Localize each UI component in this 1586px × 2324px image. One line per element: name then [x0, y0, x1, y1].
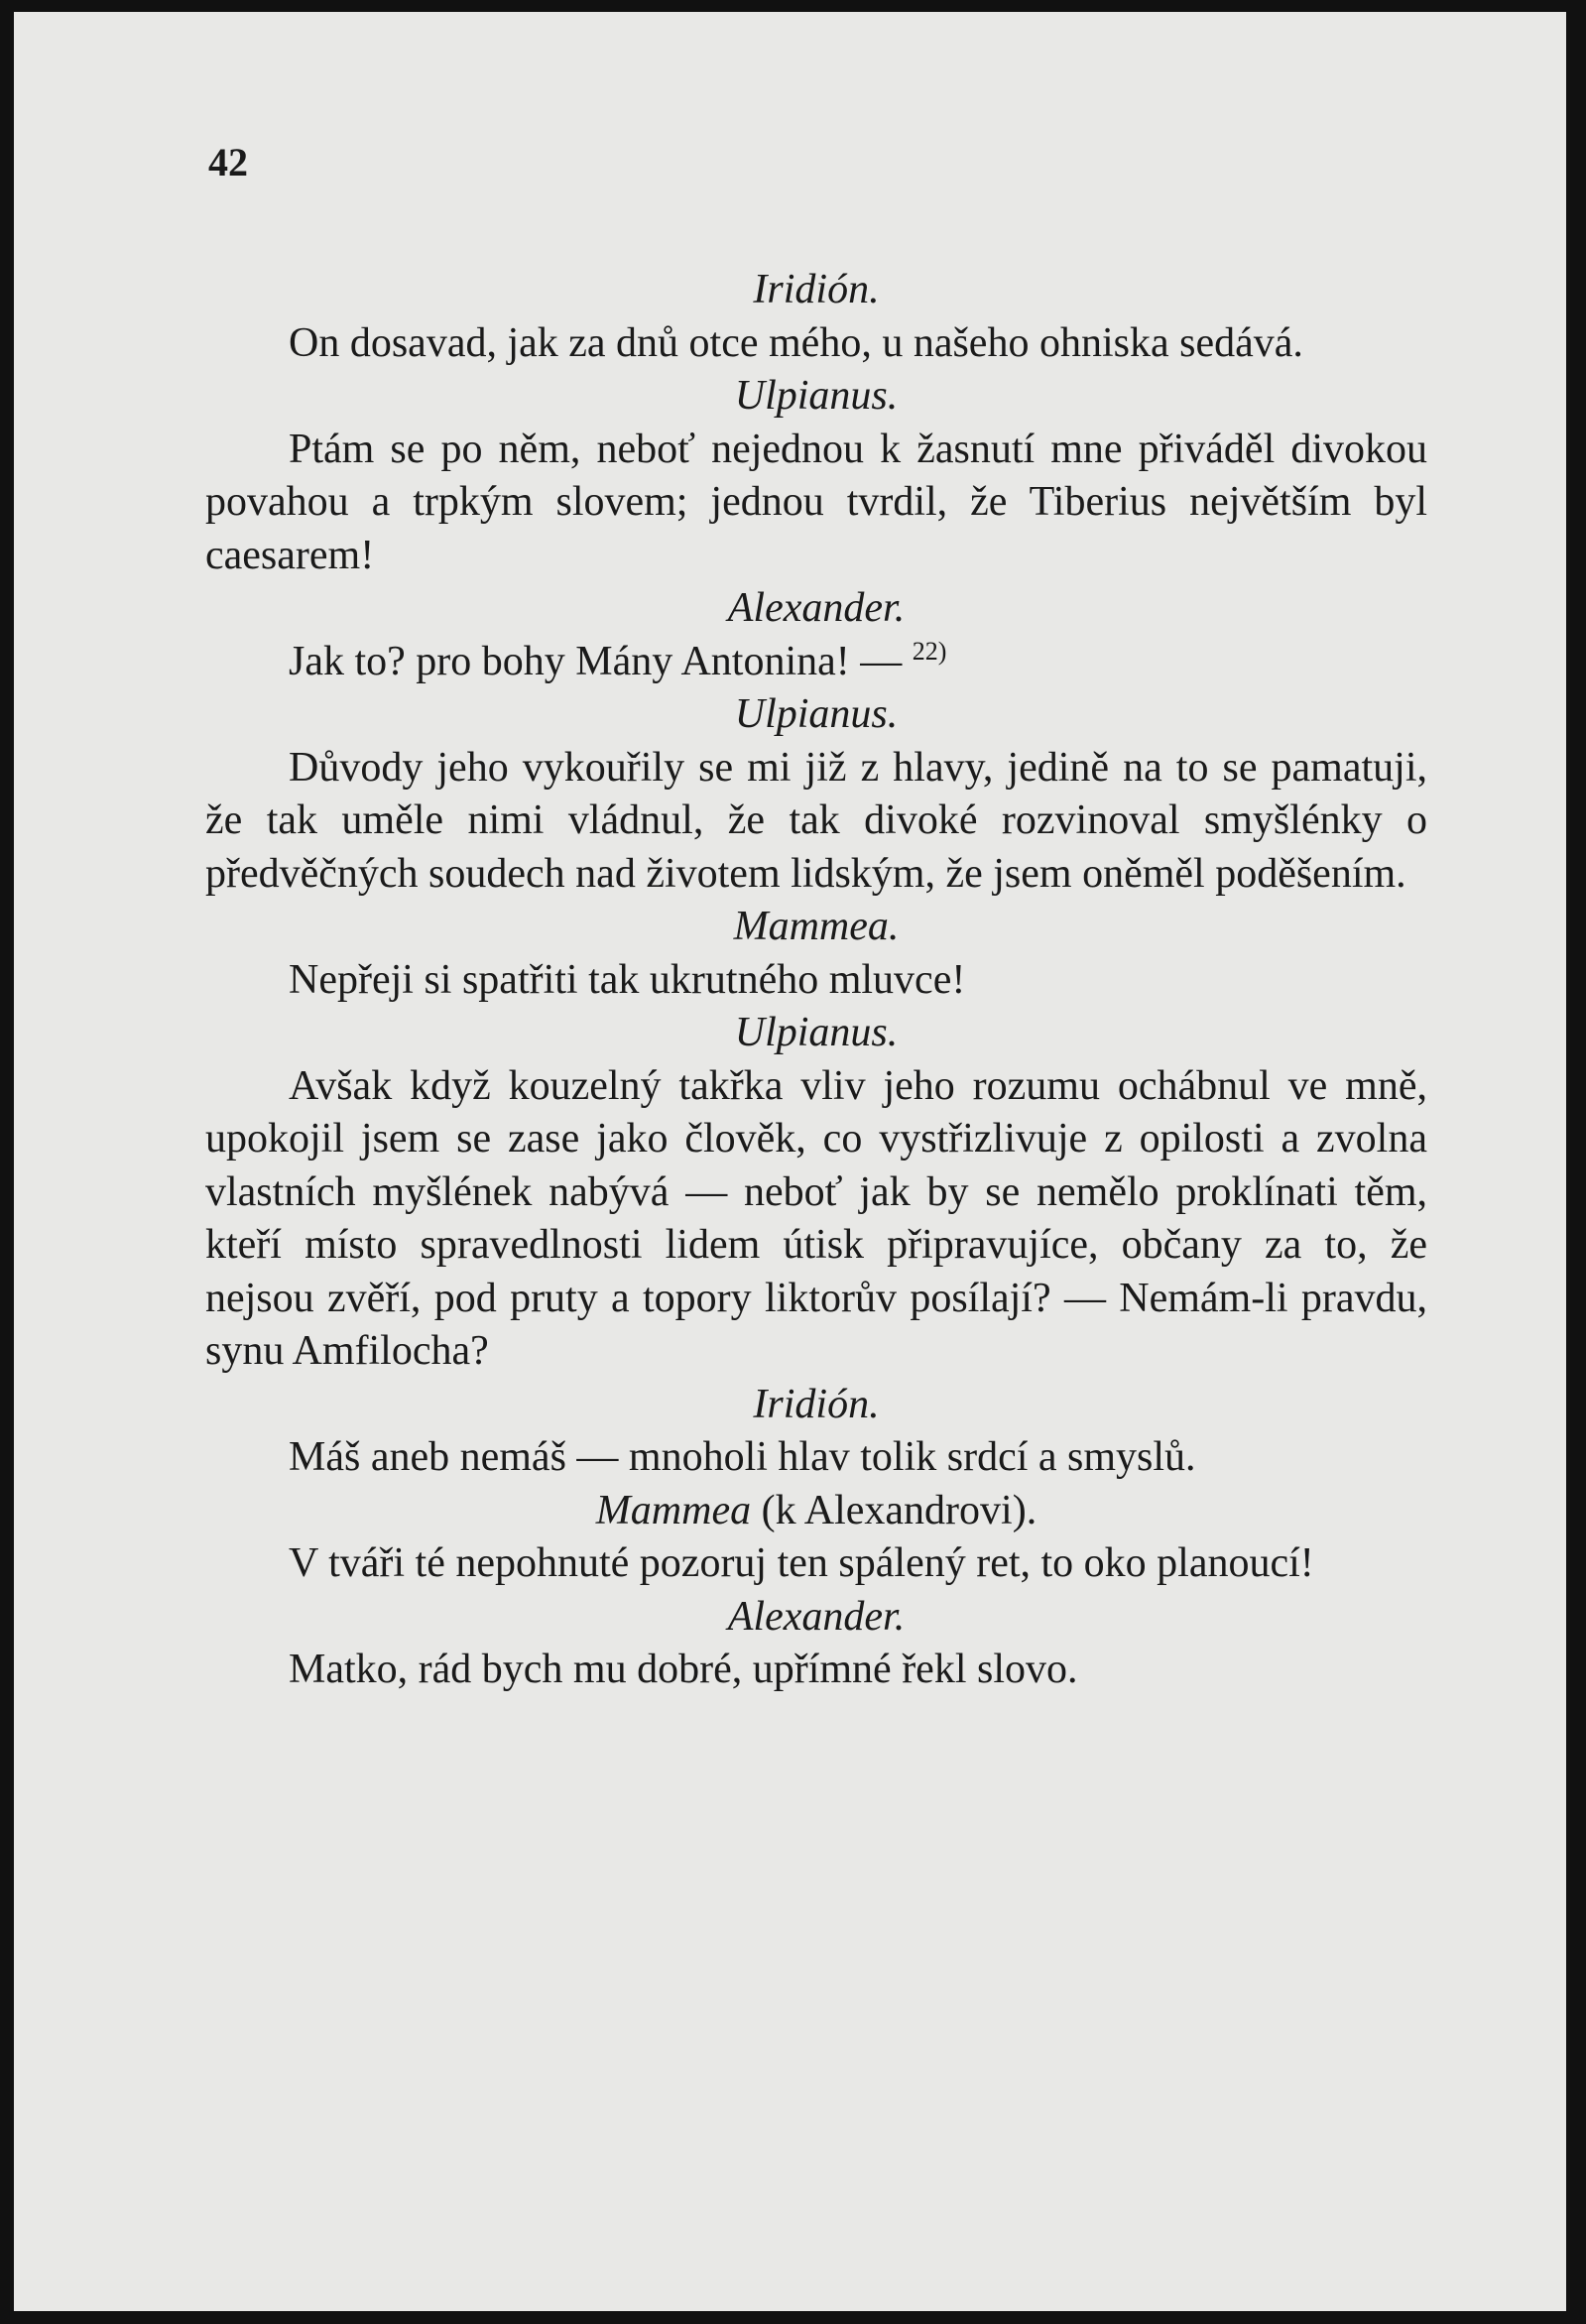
- speech-text: Jak to? pro bohy Mány Antonina! —: [289, 638, 903, 684]
- speech-paragraph: Avšak když kouzelný takřka vliv jeho rozumu ochábnul ve mně, upokojil jsem se zase jako člověk, co vystřizlivuje z opilosti a zvolna vlastních myšlének nabývá — neboť jak by se nemělo proklínati těm, kteří místo spravedlnosti lidem útisk připravujíce, občany za to, že nejsou zvěří, pod pruty a topory liktorův posílají? — Nemám-li pravdu, synu Amfilocha?: [205, 1062, 1427, 1374]
- speaker-name: Alexander.: [727, 585, 906, 631]
- speaker-with-stage-direction: [205, 1485, 1427, 1538]
- book-page: [14, 12, 1566, 2311]
- speaker-name: Iridión.: [753, 267, 880, 312]
- page-text: [205, 264, 1427, 1697]
- speech-paragraph: [205, 636, 1427, 689]
- speaker-name: Ulpianus.: [734, 691, 899, 737]
- speech-paragraph: Ptám se po něm, neboť nejednou k žasnutí mne přiváděl divokou povahou a trpkým slovem; jednou tvrdil, že Tiberius největším byl caesarem!: [205, 426, 1427, 578]
- speech-paragraph: Máš aneb nemáš — mnoholi hlav tolik srdcí a smyslů.: [289, 1434, 1196, 1480]
- speaker-name: Iridión.: [753, 1381, 880, 1427]
- speech-paragraph: Matko, rád bych mu dobré, upřímné řekl slovo.: [289, 1647, 1078, 1692]
- stage-direction: (k Alexandrovi).: [761, 1487, 1037, 1533]
- speaker-name: Ulpianus.: [734, 373, 899, 419]
- speech-paragraph: V tváři té nepohnuté pozoruj ten spálený ret, to oko planoucí!: [289, 1540, 1314, 1586]
- speech-paragraph: On dosavad, jak za dnů otce mého, u našeho ohniska sedává.: [289, 319, 1303, 366]
- speech-paragraph: Důvody jeho vykouřily se mi již z hlavy, jedině na to se pamatuji, že tak uměle nimi vládnul, že tak divoké rozvinoval smyšlénky o předvěčných soudech nad životem lidským, že jsem oněměl poděšením.: [205, 744, 1427, 897]
- speaker-name: Alexander.: [727, 1593, 906, 1640]
- speaker-name: Mammea.: [733, 904, 900, 949]
- speaker-name: Mammea: [595, 1487, 752, 1533]
- speech-paragraph: Nepřeji si spatřiti tak ukrutného mluvce!: [289, 956, 966, 1003]
- footnote-reference: 22): [912, 636, 947, 666]
- page-number: 42: [208, 140, 248, 184]
- speaker-name: Ulpianus.: [734, 1010, 899, 1055]
